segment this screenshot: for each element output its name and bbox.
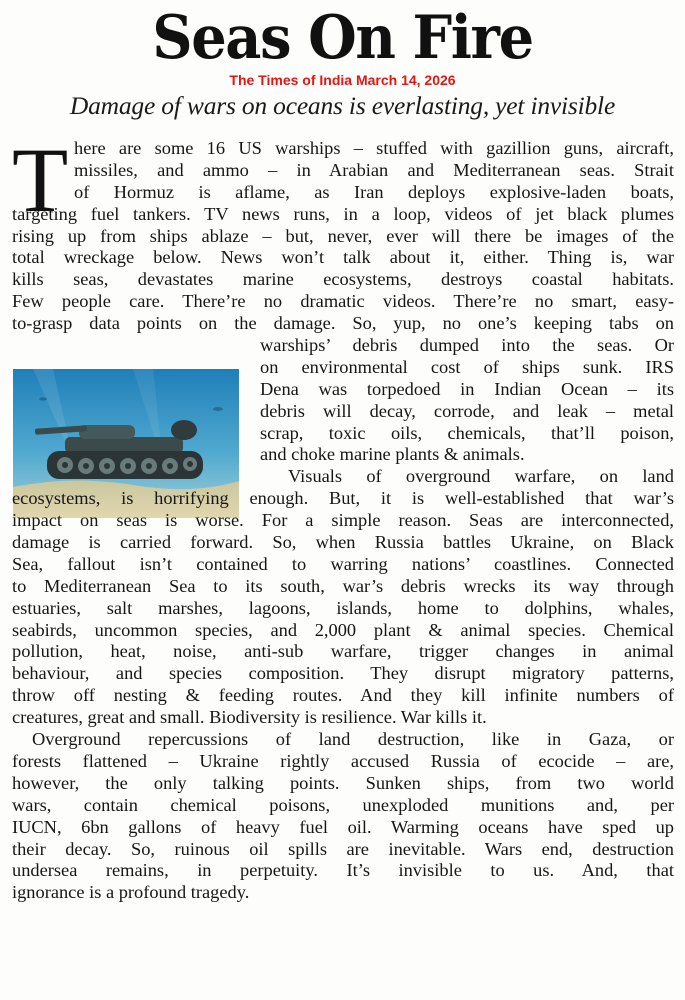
article-line: warships’ debris dumped into the seas. Or bbox=[260, 335, 674, 356]
dateline: The Times of India March 14, 2026 bbox=[229, 72, 456, 88]
article-line: to Mediterranean Sea to its south, war’s debris wrecks its way through bbox=[12, 575, 674, 596]
article-line: debris will decay, corrode, and leak – metal bbox=[260, 400, 674, 421]
article-line: creatures, great and small. Biodiversity is resilience. War kills it. bbox=[12, 707, 487, 728]
article-line: impact on seas is worse. For a simple reason. Seas are interconnected, bbox=[12, 510, 674, 531]
article-line: Few people care. There’re no dramatic videos. There’re no smart, easy- bbox=[12, 291, 674, 312]
article-line: targeting fuel tankers. TV news runs, in a loop, videos of jet black plumes bbox=[12, 203, 674, 224]
article-line: forests flattened – Ukraine rightly accused Russia of ecocide – are, bbox=[12, 750, 674, 771]
article-line: estuaries, salt marshes, lagoons, islands, home to dolphins, whales, bbox=[12, 597, 674, 618]
article-line: kills seas, devastates marine ecosystems, destroys coastal habitats. bbox=[12, 269, 674, 290]
article-line: on environmental cost of ships sunk. IRS bbox=[260, 356, 674, 377]
article-line: rising up from ships ablaze – but, never, ever will there be images of the bbox=[12, 225, 674, 246]
article-line: missiles, and ammo – in Arabian and Mediterranean seas. Strait bbox=[74, 159, 674, 180]
article-body bbox=[12, 138, 674, 904]
article-line: throw off nesting & feeding routes. And they kill infinite numbers of bbox=[12, 685, 674, 706]
drop-cap: T bbox=[12, 129, 69, 231]
article-line: total wreckage below. News won’t talk about it, either. Thing is, war bbox=[12, 247, 674, 268]
article-line: and choke marine plants & animals. bbox=[260, 444, 525, 465]
article-line: here are some 16 US warships – stuffed with gazillion guns, aircraft, bbox=[74, 138, 674, 158]
article-line: their decay. So, ruinous oil spills are inevitable. Wars end, destruction bbox=[12, 838, 674, 859]
article-line: ignorance is a profound tragedy. bbox=[12, 882, 250, 903]
article-line: Sea, fallout isn’t contained to warring nations’ coastlines. Connected bbox=[12, 553, 674, 574]
article-line: of Hormuz is aflame, as Iran deploys explosive-laden boats, bbox=[74, 181, 674, 202]
article-line: Visuals of overground warfare, on land bbox=[288, 466, 674, 487]
article-line: pollution, heat, noise, anti-sub warfare, trigger changes in animal bbox=[12, 641, 674, 662]
article-line: ecosystems, is horrifying enough. But, it is well-established that war’s bbox=[12, 488, 674, 509]
article-line: however, the only talking points. Sunken ships, from two world bbox=[12, 772, 674, 793]
article-line: damage is carried forward. So, when Russia battles Ukraine, on Black bbox=[12, 532, 674, 553]
article-line: behaviour, and species composition. They disrupt migratory patterns, bbox=[12, 663, 674, 684]
article-line: Overground repercussions of land destruction, like in Gaza, or bbox=[32, 729, 674, 750]
article-line: Dena was torpedoed in Indian Ocean – its bbox=[260, 378, 674, 399]
article-line: undersea remains, in perpetuity. It’s invisible to us. And, that bbox=[12, 860, 674, 881]
article-line: IUCN, 6bn gallons of heavy fuel oil. Warming oceans have sped up bbox=[12, 816, 674, 837]
article-line: wars, contain chemical poisons, unexploded munitions and, per bbox=[12, 794, 674, 815]
article-line: seabirds, uncommon species, and 2,000 plant & animal species. Chemical bbox=[12, 619, 674, 640]
article-line: scrap, toxic oils, chemicals, that’ll poison, bbox=[260, 422, 674, 443]
deck-subheadline: Damage of wars on oceans is everlasting, yet invisible bbox=[69, 91, 616, 120]
headline: Seas On Fire bbox=[152, 3, 533, 73]
article-line: to-grasp data points on the damage. So, yup, no one’s keeping tabs on bbox=[12, 313, 674, 334]
